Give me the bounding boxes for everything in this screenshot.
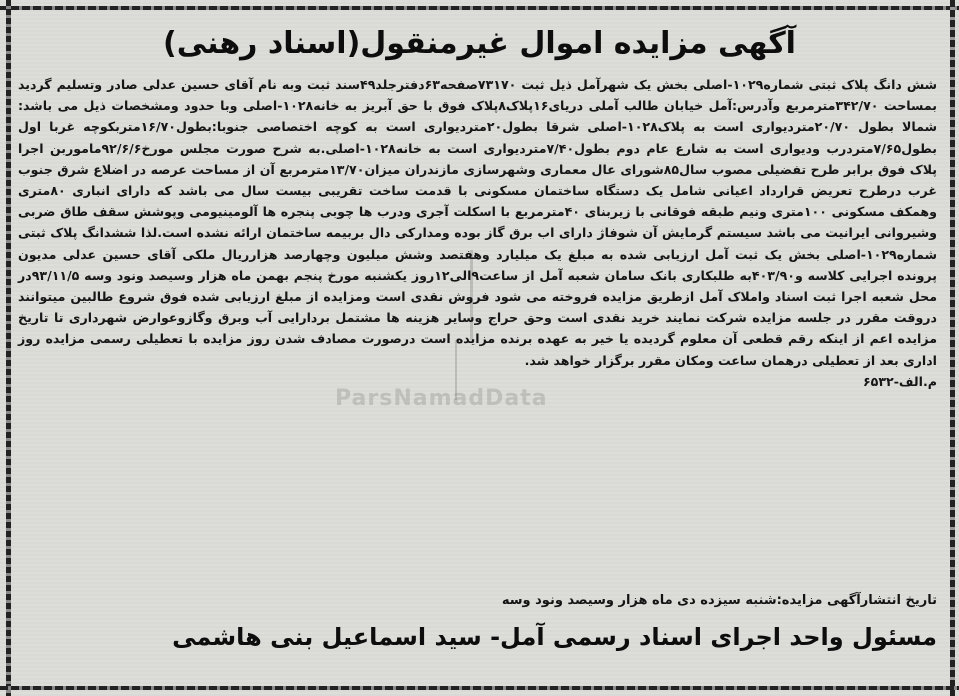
watermark: ParsNamadData <box>335 386 548 411</box>
dashed-border-top <box>0 6 959 10</box>
dashed-border-right <box>950 0 955 696</box>
reference-number: م.الف-۶۵۳۲ <box>862 373 937 389</box>
notice-title: آگهی مزایده اموال غیرمنقول(اسناد رهنی) <box>163 26 796 61</box>
dashed-border-bottom <box>0 686 959 690</box>
notice-body <box>18 74 937 392</box>
signature-line: مسئول واحد اجرای اسناد رسمی آمل- سید اسماعیل بنی هاشمی <box>172 623 937 651</box>
notice-paragraph: شش دانگ پلاک ثبتی شماره۱۰۲۹-اصلی بخش یک شهرآمل ذیل ثبت ۷۳۱۷۰صفحه۶۳دفترجلد۴۹سند ثبت وبه نام آقای حسین عدلی صادر وتسلیم گردید بمساحت ۳۴۲/۷۰مترمربع وآدرس:آمل خیابان طالب آملی دریای۱۶پلاک۸پلاک فوق با حق آبریز به خانه۱۰۲۸-اصلی وبا حدود ومشخصات ذیل می باشد: شمالا بطول ۲۰/۷۰متردیواری است به پلاک۱۰۲۸-اصلی شرقا بطول۲۰متردیواری است به کوچه اختصاصی جنوبا:بطول۱۶/۷۰متربکوچه غربا اول بطول۷/۶۵متردرب ودیواری است به شارع عام دوم بطول۷/۴۰متردیواری است به خانه۱۰۲۸-اصلی.به شرح صورت مجلس مورخ۹۲/۶/۶ماموربن اجرا پلاک فوق برابر طرح تفضیلی مصوب سال۸۵شورای عال معماری وشهرسازی مازندران میزان۱۳/۷۰مترمربع آن از مساحت عرصه در اضلاع شرق جنوب غرب درطرح تعریض قرارداد اعیانی شامل یک دستگاه ساختمان مسکونی با قدمت ساخت تقریبی بیست سال می باشد که دارای انباری ۸۰متری وهمکف مسکونی ۱۰۰متری ونیم طبقه فوقانی با زیربنای ۴۰مترمربع با اسکلت آجری ودرب ها چوبی پنجره ها آلومینیومی وپوشش سقف طاق ضربی وشیروانی ایرانیت می باشد سیستم گرمایش آن شوفاژ دارای اب برق گاز بوده ومدارکی دال بربیمه ساختمان ارائه نشده است.لذا ششدانگ پلاک ثبتی شماره۱۰۲۹-اصلی بخش یک ثبت آمل ارزیابی شده به مبلغ یک میلیارد وهفتصد وشش میلیون وچهارصد هزارریال ملکی آقای حسین عدلی مدیون پرونده اجرایی کلاسه و۴۰۳/۹۰به طلبکاری بانک سامان شعبه آمل از ساعت۹الی۱۲روز یکشنبه مورخ پنجم بهمن ماه هزار وسیصد ونود وسه ۹۳/۱۱/۵در محل شعبه اجرا ثبت اسناد واملاک آمل ازطریق مزایده فروخته می شود فروش نقدی است ومزایده از مبلغ ارزیابی شده فوق شروع طالبین میتوانند دروقت مقرر در جلسه مزایده شرکت نمایند خرید نقدی است وحق حراج وسایر هزینه ها مشتمل بردارایی آب وبرق وگازوعوارض شهرداری تا تاریخ مزایده اعم از اینکه رقم قطعی آن معلوم گردیده یا خیر به عهده برنده مزایده است درصورت مصادف شدن روز مزایده با تعطیلی رسمی مزایده روز اداری بعد از تعطیلی درهمان ساعت ومکان مقرر برگزار خواهد شد. <box>18 77 938 368</box>
publish-date: تاریخ انتشارآگهی مزایده:شنبه سیزده دی ماه هزار وسیصد ونود وسه <box>501 593 937 608</box>
dashed-border-left <box>6 0 11 696</box>
